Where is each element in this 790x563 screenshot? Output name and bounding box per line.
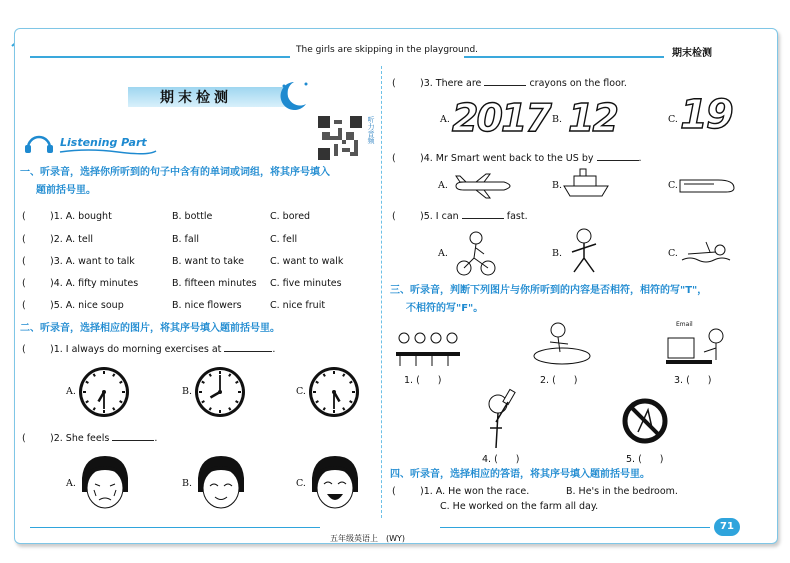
s4-q1-b: B. He's in the bedroom. bbox=[566, 486, 678, 497]
s2-q4-post: . bbox=[638, 153, 642, 164]
s1-q4: )4. A. fifty minutes bbox=[50, 278, 139, 289]
footer-rule-right bbox=[440, 527, 710, 528]
section3-instruction bbox=[390, 282, 770, 318]
s4-q1-c: C. He worked on the farm all day. bbox=[440, 501, 599, 512]
classroom-kids-image bbox=[392, 326, 464, 370]
s1-q5: )5. A. nice soup bbox=[50, 300, 124, 311]
girl-face-laughing bbox=[308, 452, 362, 516]
ship-icon bbox=[562, 166, 610, 198]
s2-q5-post: fast. bbox=[506, 211, 528, 222]
section4-instruction: 四、听录音，选择相应的答语，将其序号填入题前括号里。 bbox=[390, 469, 650, 480]
s3-label-1[interactable]: 1. ( ) bbox=[404, 375, 442, 386]
s2-q1-text: )1. I always do morning exercises at bbox=[50, 344, 222, 355]
answer-blank[interactable] bbox=[224, 351, 272, 352]
answer-paren[interactable]: ( bbox=[392, 486, 396, 497]
footer-rule-left bbox=[30, 527, 320, 528]
email-label: Email bbox=[676, 321, 693, 328]
crayon-number-b: 12 bbox=[568, 96, 617, 140]
swimming-icon bbox=[680, 238, 736, 268]
s1-q1-c: C. bored bbox=[270, 211, 311, 222]
s2-q5 bbox=[420, 211, 528, 222]
s1-q3-b: B. want to take bbox=[172, 256, 245, 267]
s4-q1-a: )1. A. He won the race. bbox=[420, 486, 530, 497]
option-a-label: A. bbox=[438, 248, 448, 259]
option-a-label: A. bbox=[66, 478, 76, 489]
section1-line1: 一、听录音，选择你所听到的句子中含有的单词或词组，将其序号填入 bbox=[20, 167, 330, 178]
s3-label-4[interactable]: 4. ( ) bbox=[482, 454, 520, 465]
option-c-label: C. bbox=[296, 386, 306, 397]
crayon-number-c: 19 bbox=[680, 92, 732, 138]
answer-paren[interactable]: ( bbox=[22, 278, 26, 289]
drinking-man-image bbox=[470, 388, 526, 452]
cycling-boy-icon bbox=[452, 228, 500, 278]
s2-q4-pre: )4. Mr Smart went back to the US by bbox=[420, 153, 594, 164]
section1-instruction bbox=[20, 164, 376, 200]
answer-blank[interactable] bbox=[484, 85, 526, 86]
option-a-label: A. bbox=[438, 180, 448, 191]
option-c-label: C. bbox=[668, 248, 678, 259]
header-rule-left bbox=[30, 56, 290, 58]
section1-line2: 题前括号里。 bbox=[36, 185, 96, 196]
answer-paren[interactable]: ( bbox=[22, 211, 26, 222]
option-c-label: C. bbox=[296, 478, 306, 489]
answer-blank[interactable] bbox=[597, 160, 639, 161]
s3-label-1-text: 1. ( bbox=[404, 375, 420, 386]
header-sentence: The girls are skipping in the playground. bbox=[296, 45, 479, 55]
answer-paren[interactable]: ( bbox=[22, 256, 26, 267]
girl-face-crying bbox=[78, 452, 132, 516]
answer-paren[interactable]: ( bbox=[22, 344, 26, 355]
s3-label-4-text: 4. ( bbox=[482, 454, 498, 465]
girl-face-smiling bbox=[194, 452, 248, 516]
section3-line1: 三、听录音，判断下列图片与你所听到的内容是否相符，相符的写"T"， bbox=[390, 285, 708, 296]
crayon-number-a: 2017 bbox=[452, 96, 550, 140]
qr-label: 听力音频 bbox=[367, 116, 375, 144]
s3-label-5[interactable]: 5. ( ) bbox=[626, 454, 664, 465]
s2-q1: )1. I always do morning exercises at . bbox=[50, 344, 276, 355]
s3-label-3[interactable]: 3. ( ) bbox=[674, 375, 712, 386]
headphones-icon bbox=[22, 132, 56, 154]
option-b-label: B. bbox=[552, 248, 563, 259]
s1-q1: )1. A. bought bbox=[50, 211, 112, 222]
running-boy-icon bbox=[566, 226, 606, 278]
s3-label-2[interactable]: 2. ( ) bbox=[540, 375, 578, 386]
listening-part-heading: Listening Part bbox=[60, 136, 147, 149]
s2-q5-pre: )5. I can bbox=[420, 211, 459, 222]
section3-line2: 不相符的写"F"。 bbox=[406, 303, 484, 314]
s1-q2-b: B. fall bbox=[172, 234, 200, 245]
s2-q4 bbox=[420, 153, 642, 164]
airplane-icon bbox=[452, 172, 512, 200]
qr-code[interactable] bbox=[318, 116, 362, 160]
moon-icon bbox=[276, 78, 310, 114]
s1-q4-b: B. fifteen minutes bbox=[172, 278, 257, 289]
s1-q5-b: B. nice flowers bbox=[172, 300, 242, 311]
s1-q5-c: C. nice fruit bbox=[270, 300, 326, 311]
s2-q3 bbox=[420, 78, 627, 89]
page-number: 71 bbox=[714, 518, 740, 536]
s1-q1-b: B. bottle bbox=[172, 211, 213, 222]
option-b-label: B. bbox=[182, 386, 193, 397]
option-b-label: B. bbox=[182, 478, 193, 489]
s1-q3-c: C. want to walk bbox=[270, 256, 344, 267]
clock-icon bbox=[308, 366, 360, 418]
clock-icon bbox=[78, 366, 130, 418]
option-b-label: B. bbox=[552, 114, 563, 125]
underline-decoration bbox=[58, 148, 158, 156]
bathing-child-image bbox=[530, 318, 594, 366]
header-rule-right bbox=[464, 56, 664, 58]
s3-label-3-text: 3. ( bbox=[674, 375, 690, 386]
section2-instruction: 二、听录音，选择相应的图片，将其序号填入题前括号里。 bbox=[20, 323, 280, 334]
answer-paren[interactable]: ( bbox=[392, 211, 396, 222]
option-a-label: A. bbox=[66, 386, 76, 397]
no-fishing-sign bbox=[622, 398, 668, 444]
s1-q2: )2. A. tell bbox=[50, 234, 94, 245]
s1-q4-c: C. five minutes bbox=[270, 278, 342, 289]
answer-paren[interactable]: ( bbox=[392, 78, 396, 89]
answer-blank[interactable] bbox=[112, 440, 154, 441]
option-c-label: C. bbox=[668, 114, 678, 125]
answer-paren[interactable]: ( bbox=[22, 300, 26, 311]
option-a-label: A. bbox=[440, 114, 450, 125]
s1-q3: )3. A. want to talk bbox=[50, 256, 135, 267]
header-title: 期末检测 bbox=[672, 48, 712, 59]
train-icon bbox=[678, 176, 736, 196]
s2-q2-text: )2. She feels bbox=[50, 433, 110, 444]
option-b-label: B. bbox=[552, 180, 563, 191]
column-divider bbox=[381, 66, 382, 518]
s2-q3-pre: )3. There are bbox=[420, 78, 482, 89]
s2-q2: )2. She feels . bbox=[50, 433, 158, 444]
answer-paren[interactable]: ( bbox=[392, 153, 396, 164]
s2-q3-post: crayons on the floor. bbox=[529, 78, 627, 89]
answer-paren[interactable]: ( bbox=[22, 433, 26, 444]
page-title: 期末检测 bbox=[160, 90, 232, 106]
clock-icon bbox=[194, 366, 246, 418]
s3-label-2-text: 2. ( bbox=[540, 375, 556, 386]
computer-user-image bbox=[664, 326, 736, 370]
answer-paren[interactable]: ( bbox=[22, 234, 26, 245]
s1-q2-c: C. fell bbox=[270, 234, 298, 245]
s3-label-5-text: 5. ( bbox=[626, 454, 642, 465]
option-c-label: C. bbox=[668, 180, 678, 191]
answer-blank[interactable] bbox=[462, 218, 504, 219]
footer-book-title: 五年级英语上 (WY) bbox=[330, 534, 406, 543]
